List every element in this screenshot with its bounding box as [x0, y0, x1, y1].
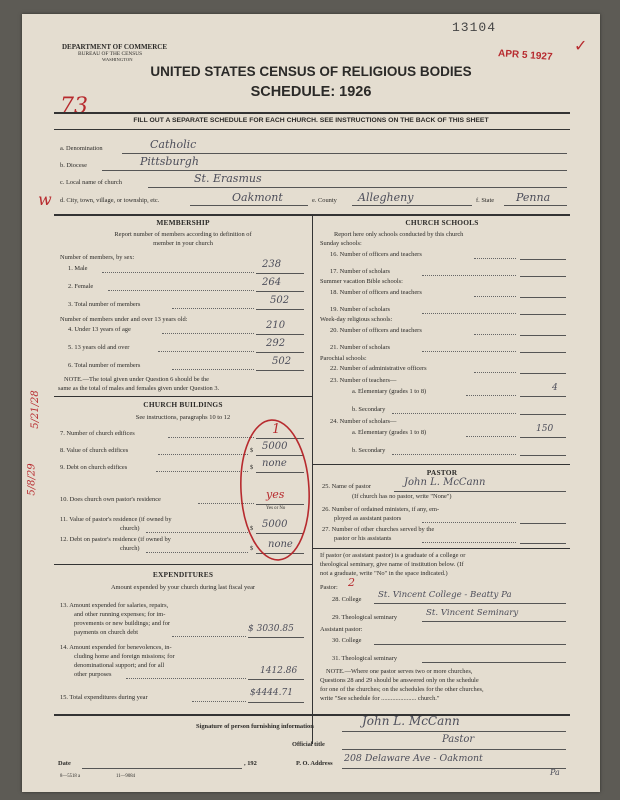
- over13-count: 292: [266, 338, 286, 349]
- benevolences-label-3: denominational support; and for all: [74, 662, 165, 669]
- assistants-label-1: 26. Number of ordained ministers, if any, em-: [322, 506, 440, 513]
- pastor-name-value: John L. McCann: [404, 477, 486, 488]
- city-label: d. City, town, village, or township, etc.: [60, 197, 160, 204]
- pastor-name-label: 25. Name of pastor: [322, 483, 371, 490]
- diocese-label: b. Diocese: [60, 162, 87, 169]
- membership-title: MEMBERSHIP: [156, 218, 210, 227]
- running-expenses-label-4: payments on church debt: [74, 629, 139, 636]
- check-mark: ✓: [574, 38, 588, 55]
- membership-intro-2: member in your church: [153, 240, 213, 247]
- seminary-label: 29. Theological seminary: [332, 614, 398, 621]
- residence-debt-label-1: 12. Debt on pastor's residence (if owned by: [60, 536, 171, 543]
- graduate-note-3: not a graduate, write "No" in the space indicated.): [320, 570, 448, 577]
- male-label: 1. Male: [68, 265, 88, 272]
- state-label: f. State: [476, 197, 495, 204]
- male-count: 238: [262, 259, 282, 270]
- under13-label: 4. Under 13 years of age: [68, 326, 131, 333]
- schools-intro: Report here only schools conducted by this church: [334, 231, 464, 238]
- official-title-value: Pastor: [442, 734, 475, 745]
- po-address-tail: Pa: [550, 768, 560, 777]
- pastor-mark: 2: [348, 576, 355, 589]
- age-heading: Number of members under and over 13 years old:: [60, 316, 188, 323]
- residence-value-label-1: 11. Value of pastor's residence (if owned by: [60, 516, 172, 523]
- margin-note-w: w: [38, 190, 52, 209]
- edifices-count: 1: [272, 422, 281, 437]
- total-members-age-count: 502: [272, 356, 292, 367]
- total-members-count: 502: [270, 295, 290, 306]
- running-expenses-label-2: and other running expenses; for im-: [74, 611, 166, 618]
- teachers-secondary-label: b. Secondary: [352, 406, 386, 413]
- college-value: St. Vincent College - Beatty Pa: [378, 590, 512, 600]
- running-expenses-label-1: 13. Amount expended for salaries, repairs,: [60, 602, 169, 609]
- residence-owned-label: 10. Does church own pastor's residence: [60, 496, 161, 503]
- buildings-title: CHURCH BUILDINGS: [143, 400, 223, 409]
- margin-number: 73: [60, 94, 88, 119]
- pastor-title: PASTOR: [426, 468, 458, 477]
- schools-title: CHURCH SCHOOLS: [405, 218, 479, 227]
- teachers-heading: 23. Number of teachers—: [330, 377, 397, 384]
- date-label: Date: [58, 760, 71, 767]
- form-code-2: 11—9084: [116, 774, 136, 779]
- residence-value-label-2: church): [120, 525, 140, 532]
- running-expenses-amount: $ 3030.85: [248, 624, 294, 634]
- pastor-note-2: Questions 28 and 29 should be answered only on the schedule: [320, 677, 479, 684]
- summer-scholars-label: 19. Number of scholars: [330, 306, 390, 313]
- received-date-stamp: APR 5 1927: [497, 48, 553, 63]
- female-count: 264: [262, 277, 282, 288]
- dollar-sign-9: $: [250, 464, 254, 471]
- form-code-1: 8—5518 a: [60, 774, 81, 779]
- edifices-value-label: 8. Value of church edifices: [60, 447, 129, 454]
- schedule-title: SCHEDULE: 1926: [250, 84, 372, 100]
- pastor-subheading: Pastor:: [320, 584, 338, 591]
- census-schedule-sheet: [22, 14, 600, 792]
- date-year: , 192: [244, 760, 257, 767]
- red-ink-circle: [236, 416, 314, 564]
- pastor-note-3: for one of the churches; on the schedules for the other churches,: [320, 686, 484, 693]
- college-label: 28. College: [332, 596, 362, 603]
- graduate-note-1: If pastor (or assistant pastor) is a graduate of a college or: [320, 552, 466, 559]
- city-name: WASHINGTON: [102, 57, 133, 62]
- residence-value: 5000: [262, 519, 288, 530]
- residence-debt-label-2: church): [120, 545, 140, 552]
- form-title: UNITED STATES CENSUS OF RELIGIOUS BODIES: [150, 64, 472, 79]
- state-value: Penna: [516, 191, 551, 204]
- other-churches-label-1: 27. Number of other churches served by the: [322, 526, 435, 533]
- pastor-note-1: NOTE.—Where one pastor serves two or more churches,: [326, 668, 473, 675]
- total-expenditures-label: 15. Total expenditures during year: [60, 694, 148, 701]
- benevolences-amount: 1412.86: [260, 666, 298, 676]
- total-members-age-label: 6. Total number of members: [68, 362, 141, 369]
- teachers-elementary-label: a. Elementary (grades 1 to 8): [352, 388, 427, 395]
- sunday-schools-heading: Sunday schools:: [320, 240, 362, 247]
- denomination-label: a. Denomination: [60, 145, 103, 152]
- assistant-seminary-label: 31. Theological seminary: [332, 655, 398, 662]
- female-label: 2. Female: [68, 283, 94, 290]
- pastor-name-note: (If church has no pastor, write "None"): [352, 493, 452, 500]
- residence-owned-answer: yes: [266, 488, 285, 501]
- dollar-sign-8: $: [250, 447, 254, 454]
- edifices-label: 7. Number of church edifices: [60, 430, 135, 437]
- parochial-schools-heading: Parochial schools:: [320, 355, 367, 362]
- other-churches-label-2: pastor or his assistants: [334, 535, 392, 542]
- local-name-label: c. Local name of church: [60, 179, 122, 186]
- margin-date-2: 5/8/29: [26, 463, 38, 496]
- buildings-subtitle: See instructions, paragraphs 10 to 12: [135, 414, 231, 421]
- stamp-number: 13104: [452, 20, 497, 35]
- sunday-teachers-label: 16. Number of officers and teachers: [330, 251, 422, 258]
- membership-intro-1: Report number of members according to definition of: [114, 231, 252, 238]
- weekday-teachers-label: 20. Number of officers and teachers: [330, 327, 422, 334]
- department-name: DEPARTMENT OF COMMERCE: [62, 43, 168, 51]
- assistant-pastor-subheading: Assistant pastor:: [320, 626, 363, 633]
- po-address-value: 208 Delaware Ave - Oakmont: [344, 753, 483, 764]
- summer-schools-heading: Summer vacation Bible schools:: [320, 278, 403, 285]
- expenditures-subtitle: Amount expended by your church during last fiscal year: [110, 584, 256, 591]
- membership-note-2: same as the total of males and females given under Question 3.: [58, 385, 220, 392]
- total-members-label: 3. Total number of members: [68, 301, 141, 308]
- edifices-value: 5000: [262, 441, 288, 452]
- instruction-line: FILL OUT A SEPARATE SCHEDULE FOR EACH CHURCH. SEE INSTRUCTIONS ON THE BACK OF THIS SHEET: [133, 117, 489, 124]
- signature-value: John L. McCann: [362, 714, 460, 728]
- weekday-schools-heading: Week-day religious schools:: [320, 316, 393, 323]
- seminary-value: St. Vincent Seminary: [426, 608, 519, 618]
- graduate-note-2: theological seminary, give name of institution below. (If: [320, 561, 464, 568]
- scholars-elementary-label: a. Elementary (grades 1 to 8): [352, 429, 427, 436]
- scholars-elementary-count: 150: [536, 424, 554, 434]
- membership-note-1: NOTE.—The total given under Question 6 should be the: [64, 376, 210, 383]
- bureau-name: BUREAU OF THE CENSUS: [78, 51, 143, 57]
- margin-date-1: 5/21/28: [29, 390, 41, 429]
- city-value: Oakmont: [232, 191, 283, 204]
- official-title-label: Official title: [292, 741, 325, 748]
- sunday-scholars-label: 17. Number of scholars: [330, 268, 390, 275]
- running-expenses-label-3: provements or new buildings; and for: [74, 620, 171, 627]
- po-address-label: P. O. Address: [296, 760, 333, 767]
- dollar-sign-11: $: [250, 525, 254, 532]
- local-name-value: St. Erasmus: [194, 172, 262, 185]
- benevolences-label-1: 14. Amount expended for benevolences, in-: [60, 644, 172, 651]
- benevolences-label-4: other purposes: [74, 671, 112, 678]
- assistant-college-label: 30. College: [332, 637, 362, 644]
- diocese-value: Pittsburgh: [140, 155, 199, 168]
- residence-debt: none: [268, 539, 293, 550]
- weekday-scholars-label: 21. Number of scholars: [330, 344, 390, 351]
- county-label: e. County: [312, 197, 337, 204]
- assistants-label-2: ployed as assistant pastors: [334, 515, 402, 522]
- dollar-sign-12: $: [250, 545, 254, 552]
- county-value: Allegheny: [358, 191, 414, 204]
- scholars-heading: 24. Number of scholars—: [330, 418, 397, 425]
- by-sex-heading: Number of members, by sex:: [60, 254, 135, 261]
- edifices-debt-label: 9. Debt on church edifices: [60, 464, 128, 471]
- scholars-secondary-label: b. Secondary: [352, 447, 386, 454]
- expenditures-title: EXPENDITURES: [152, 570, 214, 579]
- denomination-value: Catholic: [150, 138, 197, 151]
- over13-label: 5. 13 years old and over: [68, 344, 130, 351]
- admin-officers-label: 22. Number of administrative officers: [330, 365, 427, 372]
- under13-count: 210: [266, 320, 286, 331]
- benevolences-label-2: cluding home and foreign missions; for: [74, 653, 175, 660]
- signature-label: Signature of person furnishing information: [196, 723, 314, 730]
- teachers-elementary-count: 4: [552, 383, 558, 393]
- pastor-note-4: write "See schedule for ...................... church.": [320, 695, 440, 702]
- yes-or-no-hint: Yes or No: [266, 506, 286, 511]
- edifices-debt: none: [262, 458, 287, 469]
- total-expenditures-amount: $4444.71: [250, 688, 293, 698]
- summer-teachers-label: 18. Number of officers and teachers: [330, 289, 422, 296]
